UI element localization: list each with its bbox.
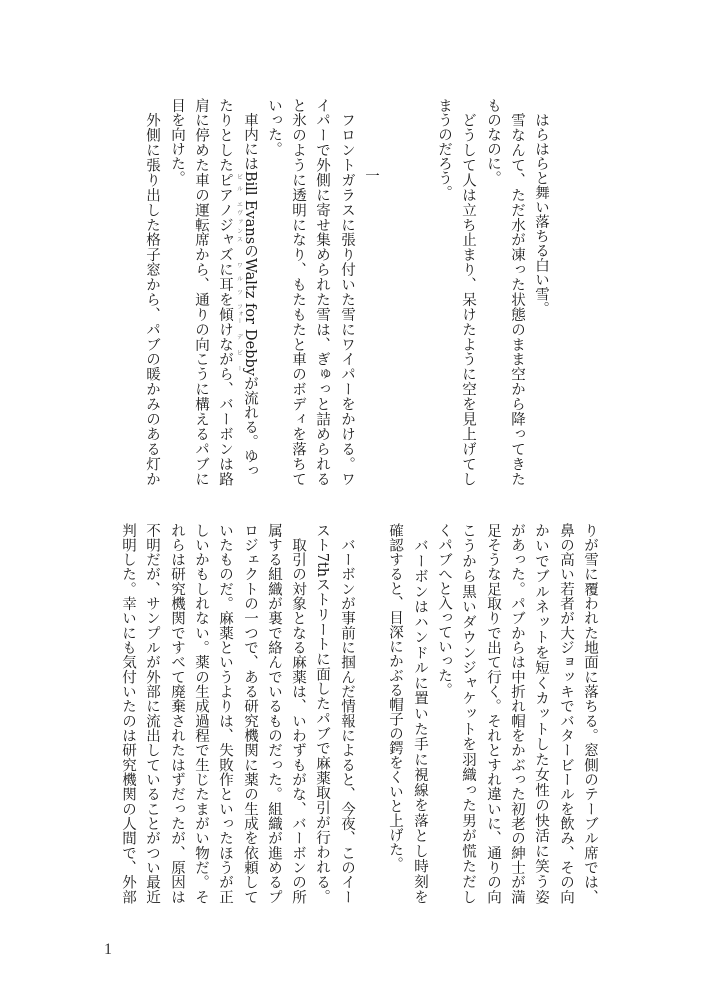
text-line: いった。: [266, 98, 282, 156]
ruby-word: [235, 303, 258, 325]
ruby-base: for: [242, 303, 258, 325]
text-line: イパーで外側に寄せ集められた雪は、ぎゅっと詰められる: [314, 98, 330, 487]
text-line: かいでブルネットを短くカットした女性の快活に笑う姿: [533, 523, 549, 904]
ruby-word: [235, 170, 258, 196]
text-segment: 車内には: [242, 98, 258, 171]
text-segment: の: [242, 243, 258, 259]
text-line: どうして人は立ち止まり、呆けたように空を見上げてし: [460, 98, 476, 486]
text-line: はらはらと舞い落ちる白い雪。: [533, 98, 549, 316]
ruby-reading: フォー: [235, 303, 243, 325]
ruby-reading: デビー: [235, 329, 243, 377]
ruby-base: Debby: [242, 329, 258, 377]
text-line: 足そうな足取りで出て行く。それとすれ違いに、通りの向: [485, 523, 501, 904]
text-line: スト7thストリートに面したパブで麻薬取引が行われる。: [314, 523, 330, 904]
text-line: 外側に張り出した格子窓から、パブの暖かみのある灯か: [144, 98, 160, 486]
text-line: りが雪に覆われた地面に落ちる。窓側のテーブル席では、: [582, 523, 598, 904]
text-line: くパブへと入っていった。: [436, 523, 452, 697]
ruby-base: Evans: [242, 199, 258, 244]
text-line: 取引の対象となる麻薬は、いわずもがな、バーボンの所: [290, 523, 306, 904]
text-line: と氷のように透明になり、もたもたと車のボディを落ちて: [290, 98, 306, 486]
text-line: まうのだろう。: [436, 98, 452, 200]
text-line: こうから黒いダウンジャケットを羽織った男が慌ただし: [460, 523, 476, 904]
ruby-reading: ビル: [235, 170, 243, 196]
text-line-with-ruby: [235, 98, 258, 486]
text-line: バーボンはハンドルに置いた手に視線を落とし時刻を: [412, 523, 428, 904]
text-line: 雪なんて、ただ水が凍った状態のまま空から降ってきた: [509, 98, 525, 486]
text-line: ものなのに。: [485, 98, 501, 185]
text-line: フロントガラスに張り付いた雪にワイパーをかける。ワ: [339, 98, 355, 486]
text-line: 確認すると、目深にかぶる帽子の鍔をくいと上げた。: [387, 523, 403, 871]
text-line: 不明だが、サンプルが外部に流出していることがつい最近: [144, 523, 160, 904]
text-line: 目を向けた。: [169, 98, 185, 185]
text-line: 属する組織が裏で絡んでいるものだった。組織が進めるプ: [266, 523, 282, 904]
ruby-base: Waltz: [242, 258, 258, 299]
text-line: たりとしたピアノジャズに耳を傾けながら、バーボンは路: [217, 98, 233, 486]
ruby-word: [235, 199, 258, 244]
ruby-reading: エヴァンス: [235, 199, 243, 244]
text-line: ロジェクトの一つで、ある研究機関に薬の生成を依頼して: [242, 523, 258, 905]
text-line: 肩に停めた車の運転席から、通りの向こうに構えるパブに: [193, 98, 209, 486]
chapter-heading: 一: [363, 168, 379, 183]
ruby-word: [235, 258, 258, 299]
text-line: 判明した。幸いにも気付いたのは研究機関の人間で、外部: [120, 523, 136, 904]
text-line: 鼻の高い若者が大ジョッキでバタービールを飲み、その向: [558, 523, 574, 904]
text-segment: が流れる。ゆっ: [242, 376, 258, 478]
text-line: いたものだ。麻薬というよりは、失敗作といったほうが正: [217, 523, 233, 904]
ruby-reading: ワルツ: [235, 258, 243, 299]
text-line: しいかもしれない。薬の生成過程で生じたまがい物だ。そ: [193, 523, 209, 904]
text-line: れらは研究機関ですべて廃棄されたはずだったが、原因は: [169, 523, 185, 904]
text-line: バーボンが事前に掴んだ情報によると、今夜、このイー: [339, 523, 355, 905]
ruby-word: [235, 329, 258, 377]
ruby-base: Bill: [242, 170, 258, 196]
text-line: があった。パブからは中折れ帽をかぶった初老の紳士が満: [509, 523, 525, 905]
page-number: 1: [104, 941, 112, 958]
